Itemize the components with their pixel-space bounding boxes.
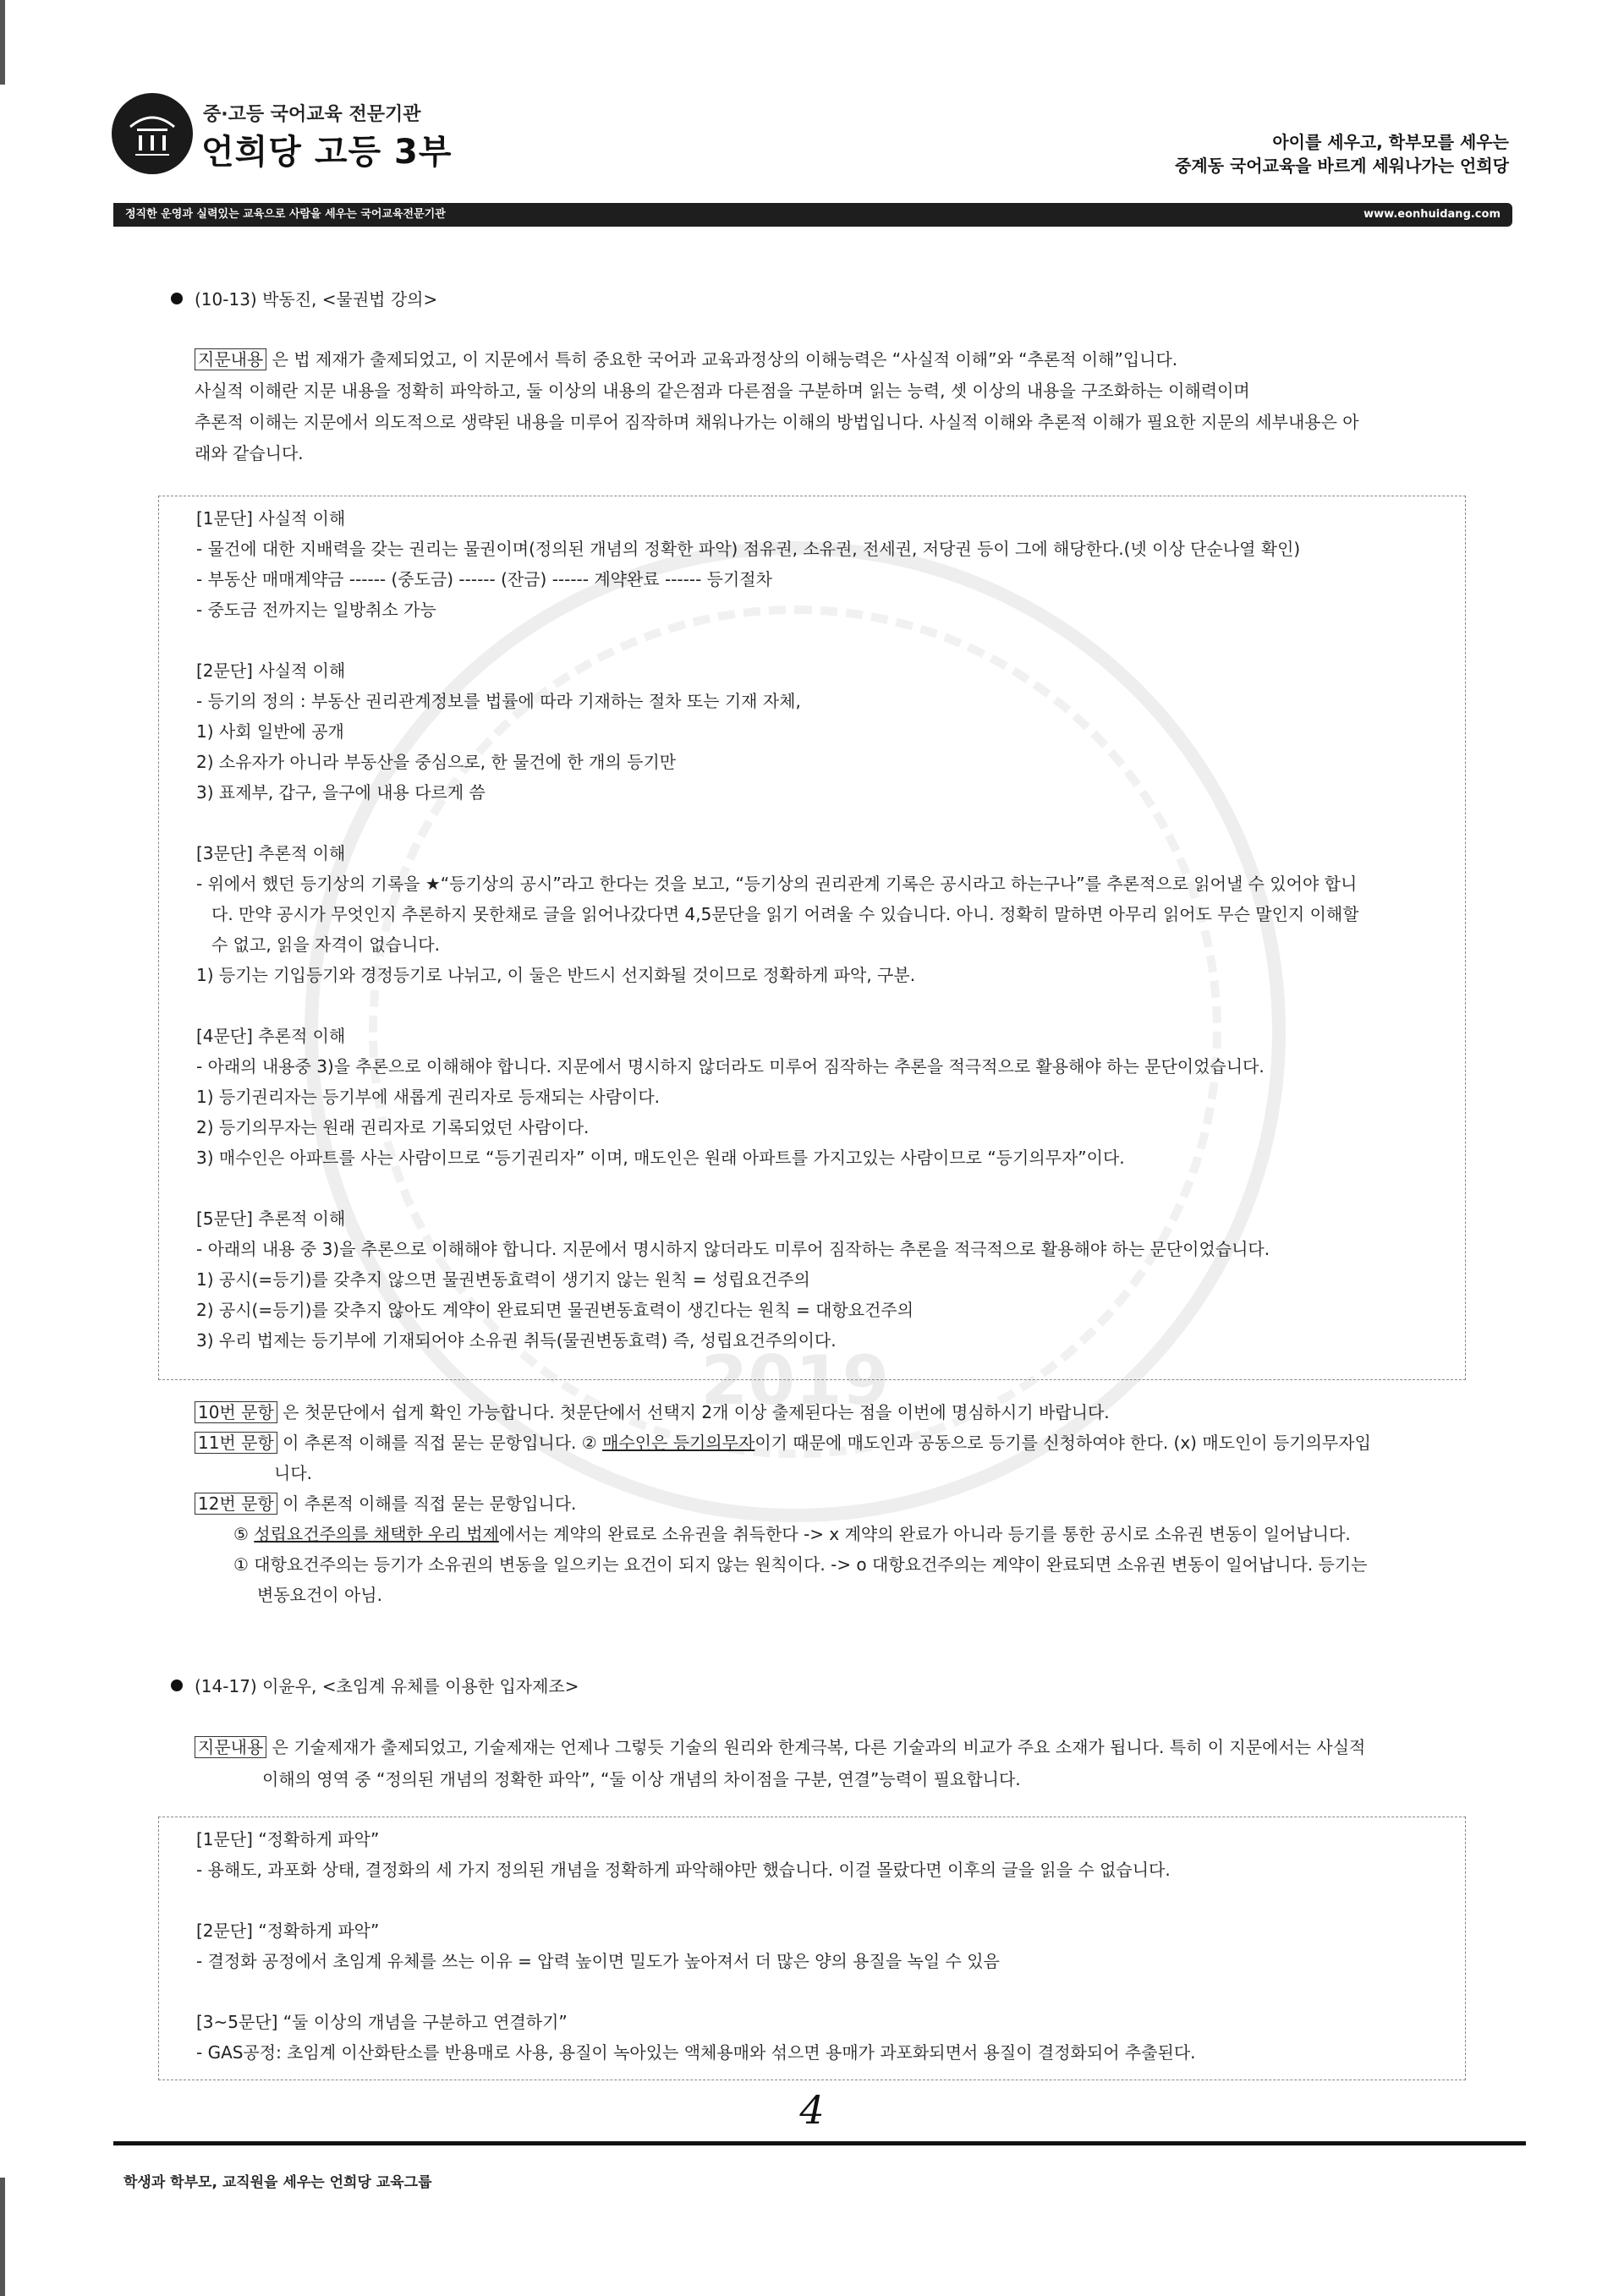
q12-option1: ① 대항요건주의는 등기가 소유권의 변동을 일으키는 요건이 되지 않는 원칙이다. -> o 대항요건주의는 계약이 완료되면 소유권 변동이 일어납니다. 등기는 [233, 1554, 1368, 1575]
header-subtitle: 중·고등 국어교육 전문기관 [203, 104, 421, 125]
page-number: 4 [799, 2087, 825, 2133]
intro-line-1: 지문내용 은 법 제재가 출제되었고, 이 지문에서 특히 중요한 국어과 교육과정상의 이해능력은 “사실적 이해”와 “추론적 이해”입니다. [195, 344, 1463, 375]
box2-line: [3~5문단] “둘 이상의 개념을 구분하고 연결하기” [196, 2012, 568, 2032]
section2-heading: (14-17) 이윤우, <초임계 유체를 이용한 입자제조> [171, 1673, 579, 1697]
box1-line: - 등기의 정의 : 부동산 권리관계정보를 법률에 따라 기재하는 절차 또는 기재 자체, [196, 691, 801, 711]
box1-line: [5문단] 추론적 이해 [196, 1208, 346, 1229]
q12-option1-cont: 변동요건이 아님. [257, 1585, 382, 1605]
q12-tag: 12번 문항 [195, 1493, 277, 1515]
intro-line-2: 사실적 이해란 지문 내용을 정확히 파악하고, 둘 이상의 내용의 같은점과 다른점을 구분하며 읽는 능력, 셋 이상의 내용을 구조화하는 이해력이며 [195, 381, 1250, 401]
intro-tag: 지문내용 [195, 1736, 266, 1758]
box2-line: - 용해도, 과포화 상태, 결정화의 세 가지 정의된 개념을 정확하게 파악해야만 했습니다. 이걸 몰랐다면 이후의 글을 읽을 수 없습니다. [196, 1860, 1171, 1880]
banner-slogan: 정직한 운영과 실력있는 교육으로 사람을 세우는 국어교육전문기관 [125, 208, 446, 221]
logo-icon [112, 93, 193, 174]
q12-underlined: 성립요건주의를 채택한 우리 법제 [254, 1524, 499, 1544]
box2-line: [1문단] “정확하게 파악” [196, 1829, 380, 1849]
header-banner [113, 203, 1512, 227]
watermark-year: 2019 [700, 1341, 890, 1420]
box1-line: 3) 표제부, 갑구, 을구에 내용 다르게 씀 [196, 782, 486, 803]
box1-line: [1문단] 사실적 이해 [196, 508, 346, 529]
header-tagline-line1: 아이를 세우고, 학부모를 세우는 [1272, 132, 1509, 152]
q12-note: 12번 문항 이 추론적 이해를 직접 묻는 문항입니다. [195, 1490, 576, 1515]
q12-option5: ⑤ 성립요건주의를 채택한 우리 법제에서는 계약의 완료로 소유권을 취득한다 -> x 계약의 완료가 아니라 등기를 통한 공시로 소유권 변동이 일어납니다. [233, 1524, 1351, 1544]
box1-line: 1) 공시(=등기)를 갖추지 않으면 물권변동효력이 생기지 않는 원칙 = 성립요건주의 [196, 1269, 810, 1290]
box2-line: [2문단] “정확하게 파악” [196, 1921, 380, 1941]
box2-line: - GAS공정: 초임계 이산화탄소를 반용매로 사용, 용질이 녹아있는 액체용매와 섞으면 용매가 과포화되면서 용질이 결정화되어 추출된다. [196, 2042, 1196, 2063]
box1-line: [3문단] 추론적 이해 [196, 843, 346, 863]
section2-intro-cont: 이해의 영역 중 “정의된 개념의 정확한 파악”, “둘 이상 개념의 차이점을 구분, 연결”능력이 필요합니다. [262, 1769, 1021, 1789]
section2-intro: 지문내용 은 기술제재가 출제되었고, 기술제재는 언제나 그렇듯 기술의 원리와 한계극복, 다른 기술과의 비교가 주요 소재가 됩니다. 특히 이 지문에서는 사실적 [195, 1734, 1365, 1758]
page-edge-mark-top [0, 0, 5, 85]
q10-note: 10번 문항 은 첫문단에서 쉽게 확인 가능합니다. 첫문단에서 선택지 2개 이상 출제된다는 점을 이번에 명심하시기 바랍니다. [195, 1399, 1110, 1423]
intro-line-3: 추론적 이해는 지문에서 의도적으로 생략된 내용을 미루어 짐작하며 채워나가는 이해의 방법입니다. 사실적 이해와 추론적 이해가 필요한 지문의 세부내용은 아 [195, 412, 1359, 432]
box1-line: - 위에서 했던 등기상의 기록을 ★“등기상의 공시”라고 한다는 것을 보고, “등기상의 권리관계 기록은 공시라고 하는구나”를 추론적으로 읽어낼 수 있어야 합니 [196, 874, 1358, 894]
intro-line-4: 래와 같습니다. [195, 443, 304, 463]
box1-line: 수 없고, 읽을 자격이 없습니다. [211, 934, 440, 955]
q10-tag: 10번 문항 [195, 1401, 277, 1423]
q11-note: 11번 문항 이 추론적 이해를 직접 묻는 문항입니다. ② 매수인은 등기의무자이기 때문에 매도인과 공동으로 등기를 신청하여야 한다. (x) 매도인이 등기의무자입 [195, 1429, 1371, 1454]
section1-summary-box [158, 496, 1466, 1380]
header-title: 언희당 고등 3부 [201, 133, 453, 172]
section1-heading: (10-13) 박동진, <물권법 강의> [171, 286, 437, 310]
header-tagline-line2: 중계동 국어교육을 바르게 세워나가는 언희당 [1175, 156, 1509, 176]
section1-intro [195, 344, 1463, 469]
box1-line: - 부동산 매매계약금 ------ (중도금) ------ (잔금) ------ 계약완료 ------ 등기절차 [196, 569, 772, 589]
box1-line: 2) 소유자가 아니라 부동산을 중심으로, 한 물건에 한 개의 등기만 [196, 752, 677, 772]
q11-tag: 11번 문항 [195, 1432, 277, 1454]
footer-text: 학생과 학부모, 교직원을 세우는 언희당 교육그룹 [123, 2174, 432, 2191]
intro-tag: 지문내용 [195, 348, 266, 370]
box1-line: - 아래의 내용중 3)을 추론으로 이해해야 합니다. 지문에서 명시하지 않더라도 미루어 짐작하는 추론을 적극적으로 활용해야 하는 문단이었습니다. [196, 1056, 1265, 1077]
q11-underlined: 매수인은 등기의무자 [602, 1433, 755, 1453]
box1-line: - 물건에 대한 지배력을 갖는 권리는 물권이며(정의된 개념의 정확한 파악) 점유권, 소유권, 전세권, 저당권 등이 그에 해당한다.(넷 이상 단순나열 확인) [196, 539, 1301, 559]
box1-line: 3) 매수인은 아파트를 사는 사람이므로 “등기권리자” 이며, 매도인은 원래 아파트를 가지고있는 사람이므로 “등기의무자”이다. [196, 1148, 1125, 1168]
box1-line: 1) 등기는 기입등기와 경정등기로 나뉘고, 이 둘은 반드시 선지화될 것이므로 정확하게 파악, 구분. [196, 965, 916, 985]
bullet-icon [171, 293, 183, 304]
footer-rule [113, 2141, 1526, 2145]
banner-url[interactable]: www.eonhuidang.com [1363, 208, 1501, 221]
box1-line: 1) 등기권리자는 등기부에 새롭게 권리자로 등재되는 사람이다. [196, 1087, 661, 1107]
header-tagline [1175, 130, 1509, 178]
box1-line: - 중도금 전까지는 일방취소 가능 [196, 600, 436, 620]
box1-line: 다. 만약 공시가 무엇인지 추론하지 못한채로 글을 읽어나갔다면 4,5문단을 읽기 어려울 수 있습니다. 아니. 정확히 말하면 아무리 읽어도 무슨 말인지 이해할 [211, 904, 1359, 924]
bullet-icon [171, 1680, 183, 1691]
section2-summary-box [158, 1817, 1466, 2080]
box2-line: - 결정화 공정에서 초임계 유체를 쓰는 이유 = 압력 높이면 밀도가 높아져서 더 많은 양의 용질을 녹일 수 있음 [196, 1951, 1000, 1971]
page-edge-mark-bottom [0, 2178, 5, 2296]
box1-line: 2) 공시(=등기)를 갖추지 않아도 계약이 완료되면 물권변동효력이 생긴다는 원칙 = 대항요건주의 [196, 1300, 914, 1320]
box1-line: 3) 우리 법제는 등기부에 기재되어야 소유권 취득(물권변동효력) 즉, 성립요건주의이다. [196, 1330, 837, 1351]
box1-line: 1) 사회 일반에 공개 [196, 721, 344, 742]
box1-line: 2) 등기의무자는 원래 권리자로 기록되었던 사람이다. [196, 1117, 590, 1137]
box1-line: [4문단] 추론적 이해 [196, 1026, 346, 1046]
box1-line: [2문단] 사실적 이해 [196, 660, 346, 681]
q11-note-cont: 니다. [274, 1463, 312, 1483]
box1-line: - 아래의 내용 중 3)을 추론으로 이해해야 합니다. 지문에서 명시하지 않더라도 미루어 짐작하는 추론을 적극적으로 활용해야 하는 문단이었습니다. [196, 1239, 1270, 1259]
